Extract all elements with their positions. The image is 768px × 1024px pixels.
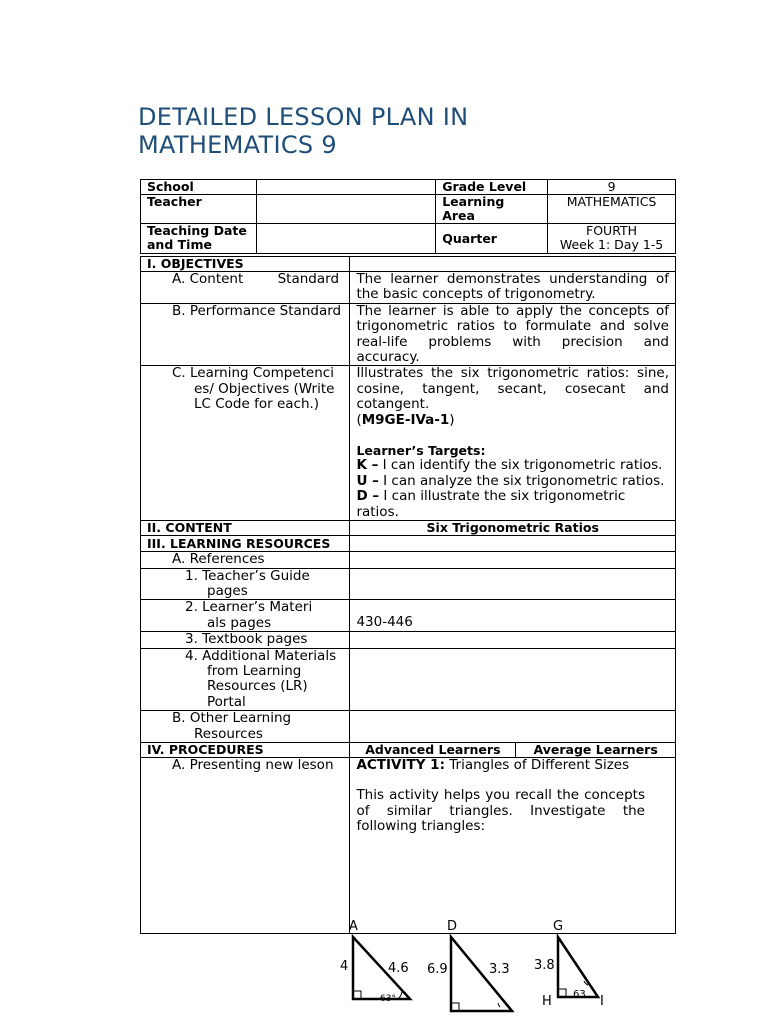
school-value [256,180,435,195]
grade-label: Grade Level [436,180,548,195]
label-g: G [553,919,564,934]
label-side-6-9: 6.9 [427,962,448,977]
grade-value: 9 [548,180,676,195]
date-label [141,224,257,254]
label-a: A [349,919,358,934]
teacher-value [256,195,435,224]
tg-pages-label: 1. Teacher’s Guide pages [141,568,350,600]
presenting-lesson-cell [350,757,676,933]
quarter-value-line-2: Week 1: Day 1-5 [559,237,664,252]
triangles-diagram [300,915,674,1015]
date-label-line-2: and Time [147,237,212,252]
content-standard-text: The learner demonstrates understanding of the basic concepts of trigonometry. [350,272,676,304]
label-side-3-8: 3.8 [534,958,555,973]
content-standard-label: A. Content Standard [141,272,350,304]
procedures-heading: IV. PROCEDURES [141,742,350,757]
date-value [256,224,435,254]
activity-heading [356,758,669,773]
teacher-label: Teacher [141,195,257,224]
resources-heading: III. LEARNING RESOURCES [141,536,350,552]
title-line-2: MATHEMATICS 9 [138,131,337,159]
lm-pages-value: 430-446 [350,600,676,632]
objectives-heading: I. OBJECTIVES [141,257,350,272]
angle-arc-2 [498,1003,500,1007]
activity-title: ACTIVITY 1: [356,756,445,773]
content-heading: II. CONTENT [141,521,350,536]
targets-label: Learner’s Targets: [356,443,486,459]
label-angle-63: 63° [380,994,396,1004]
lc-code-line: (M9GE-IVa-1) [356,411,455,428]
resources-empty [350,536,676,552]
textbook-pages-value [350,632,676,648]
title-line-1: DETAILED LESSON PLAN IN [138,103,469,131]
references-empty [350,552,676,568]
area-label: Learning Area [436,195,548,224]
performance-standard-text: The learner is able to apply the concepts of trigonometric ratios to formulate and solve real-life problems with precision and accuracy. [350,303,676,366]
label-angle-63-small: 63 [573,989,586,1000]
additional-materials-value [350,648,676,711]
lc-code: M9GE-IVa-1 [361,411,450,428]
date-label-line-1: Teaching Date [147,223,247,238]
other-resources-value [350,711,676,743]
target-d [356,489,669,520]
competencies-cell [350,366,676,521]
additional-materials-label: 4. Additional Materials from Learning Resources (LR) Portal [141,648,350,711]
activity-name: Triangles of Different Sizes [449,756,630,773]
target-u-key: U – [356,472,379,489]
presenting-lesson-label: A. Presenting new leson [141,757,350,933]
quarter-value [548,224,676,254]
label-hyp-3-3: 3.3 [489,962,510,977]
page-title [138,103,658,159]
target-u-text: I can analyze the six trigonometric ratios. [383,472,665,489]
textbook-pages-label: 3. Textbook pages [141,632,350,648]
header-table [140,179,676,254]
competencies-text: Illustrates the six trigonometric ratios: sine, cosine, tangent, secant, cosecant and cotangent. [356,365,669,413]
references-label: A. References [141,552,350,568]
label-d: D [447,919,458,934]
tg-pages-value [350,568,676,600]
lm-pages-label: 2. Learner’s Materials pages [141,600,350,632]
label-side-4: 4 [340,959,349,974]
label-hyp-4-6: 4.6 [388,961,409,976]
label-i: I [600,994,604,1009]
average-learners-heading: Average Learners [516,742,676,757]
competencies-label: C. Learning Competencies/ Objectives (Write LC Code for each.) [141,366,350,521]
target-u [356,474,669,489]
lesson-plan-table [140,256,676,934]
other-resources-label: B. Other Learning Resources [141,711,350,743]
performance-standard-label: B. Performance Standard [141,303,350,366]
target-d-key: D – [356,488,380,505]
target-k [356,458,669,473]
area-value: MATHEMATICS [548,195,676,224]
objectives-empty [350,257,676,272]
label-h: H [542,994,552,1009]
quarter-label: Quarter [436,224,548,254]
activity-text: This activity helps you recall the concepts of similar triangles. Investigate the following triangles: [356,787,645,835]
advanced-learners-heading: Advanced Learners [350,742,516,757]
target-d-text: I can illustrate the six trigonometric ratios. [356,488,626,520]
target-k-key: K – [356,457,379,474]
quarter-value-line-1: FOURTH [586,223,638,238]
content-value: Six Trigonometric Ratios [350,521,676,536]
school-label: School [141,180,257,195]
target-k-text: I can identify the six trigonometric ratios. [382,457,663,474]
triangle-ghi [558,937,598,997]
